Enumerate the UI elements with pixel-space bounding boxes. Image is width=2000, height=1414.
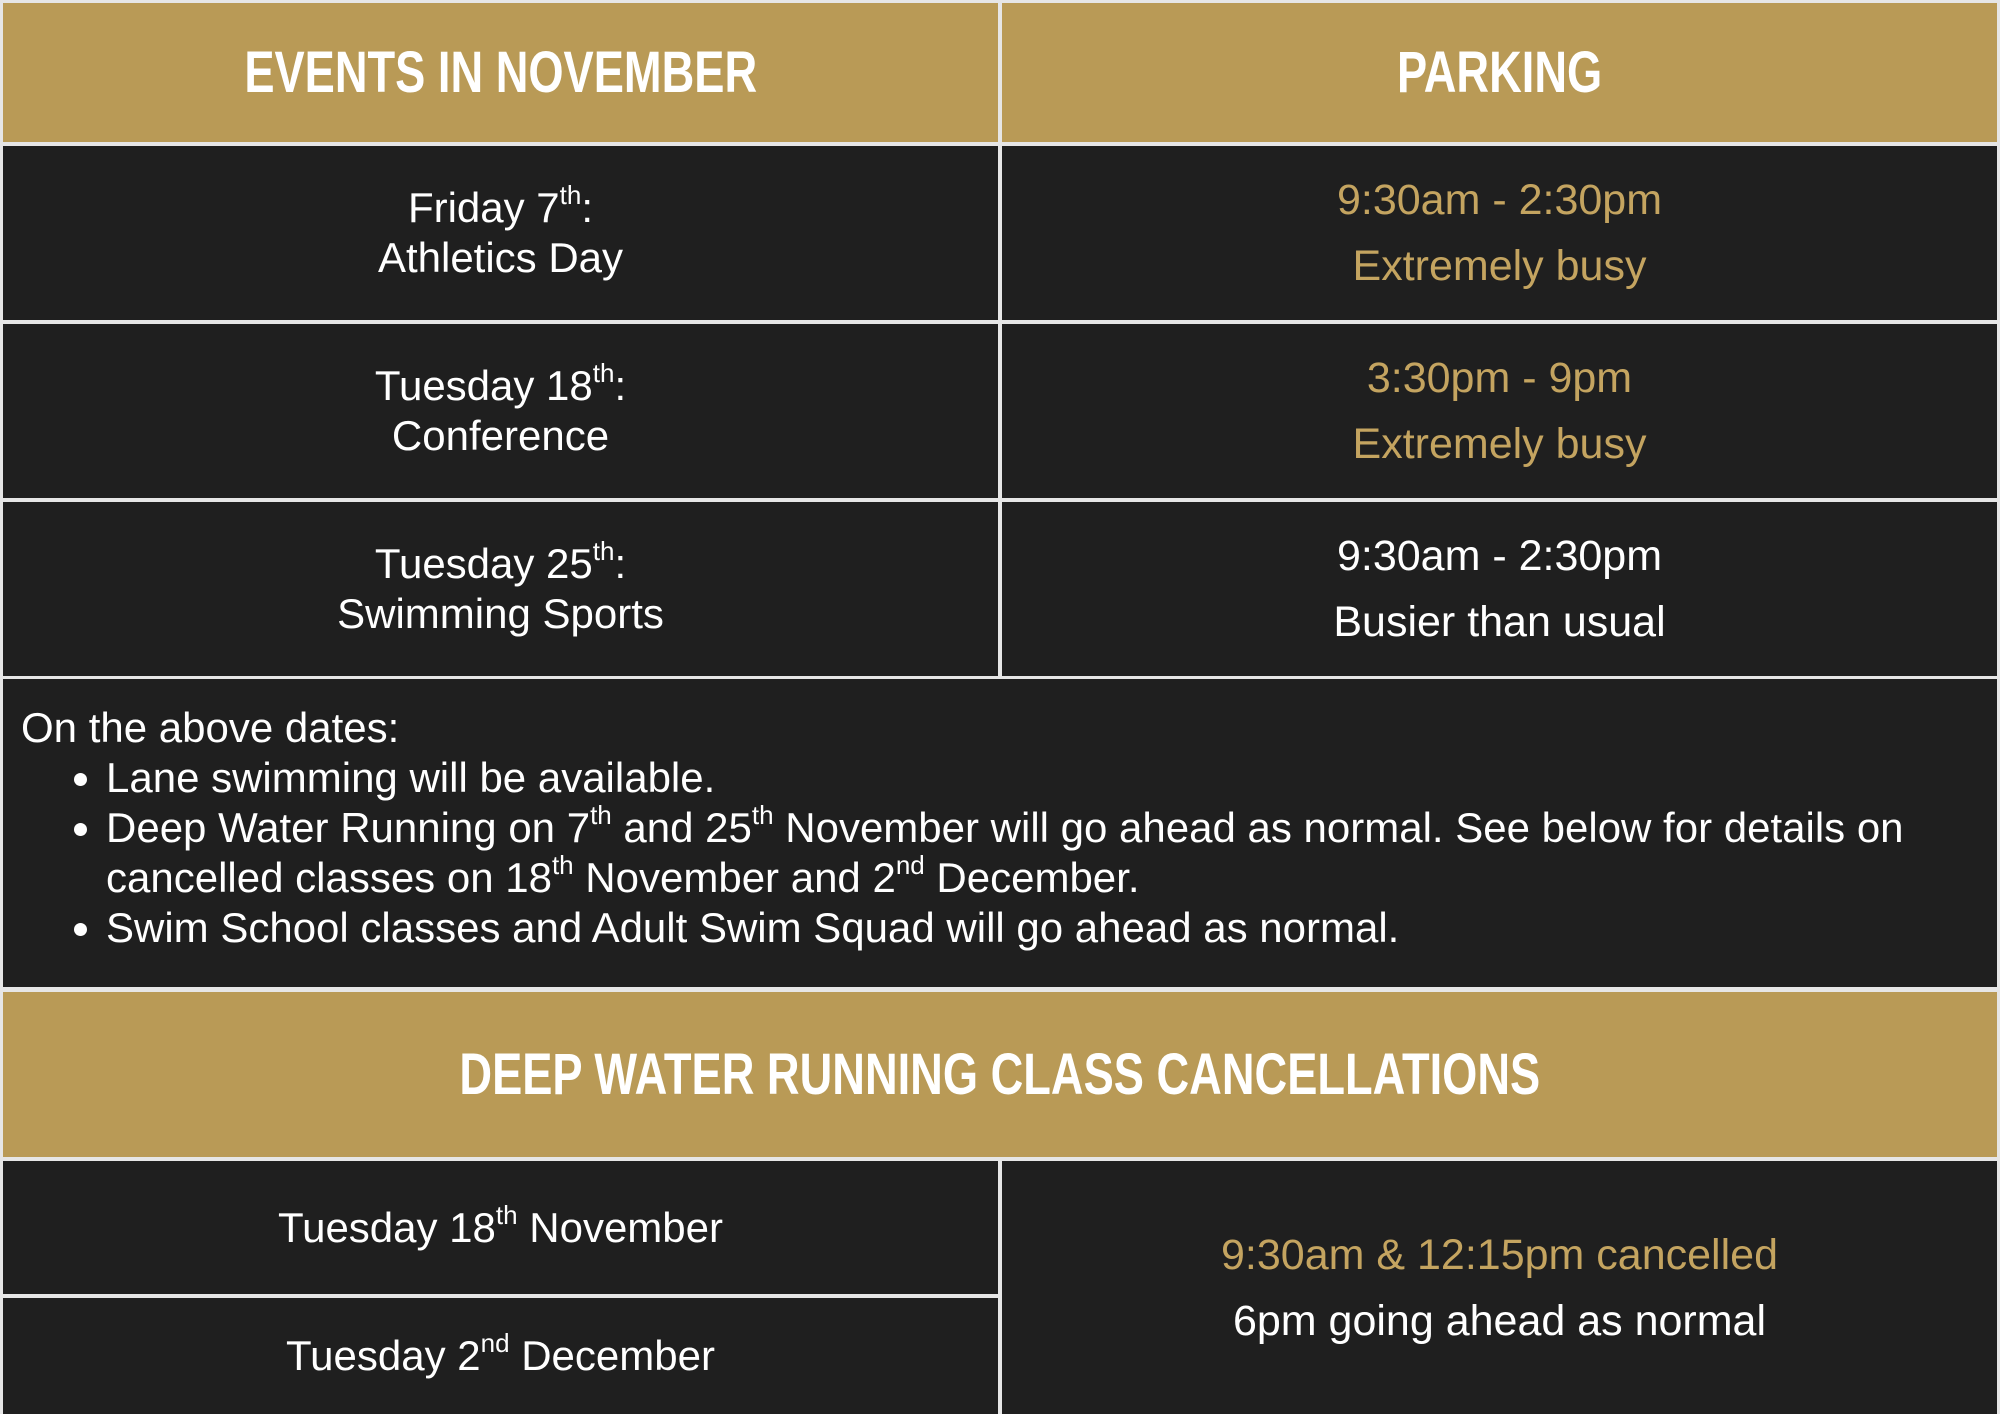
cancellation-date: Tuesday 2nd December [286,1328,715,1379]
cancelled-times: 9:30am & 12:15pm cancelled [1221,1230,1778,1279]
parking-time: 3:30pm - 9pm [1366,354,1633,402]
cancellations-header-title: DEEP WATER RUNNING CLASS CANCELLATIONS [459,1042,1541,1107]
notes-section [3,679,1997,987]
notes-list [21,753,1979,953]
parking-time: 9:30am - 2:30pm [1336,532,1663,580]
events-header-cell [3,3,998,142]
cancellation-date-cell-2 [3,1298,998,1414]
event-cell-1 [3,146,998,320]
events-header-title: EVENTS IN NOVEMBER [244,40,757,105]
parking-cell-2 [1002,324,1997,498]
parking-time: 9:30am - 2:30pm [1336,176,1663,224]
parking-status: Extremely busy [1352,242,1647,290]
parking-status: Extremely busy [1352,420,1647,468]
notes-bullet: • Deep Water Running on 7th and 25th November will go ahead as normal. See below for details on cancelled classes on 18th November and 2nd December. [106,803,1979,903]
cancellation-date-cell-1 [3,1161,998,1294]
parking-header-title: PARKING [1396,40,1603,105]
parking-cell-1 [1002,146,1997,320]
normal-time: 6pm going ahead as normal [1232,1296,1767,1345]
notes-bullet: • Lane swimming will be available. [106,753,1979,803]
event-cell-2 [3,324,998,498]
parking-cell-3 [1002,502,1997,676]
parking-status: Busier than usual [1333,598,1666,646]
event-date: Friday 7th: [407,180,594,231]
event-name: Conference [391,412,610,459]
notes-intro: On the above dates: [21,704,400,751]
event-name: Athletics Day [377,234,624,281]
cancellations-header-cell [3,992,1997,1157]
cancellation-detail-cell [1002,1161,1997,1414]
event-name: Swimming Sports [337,590,664,637]
event-cell-3 [3,502,998,676]
event-date: Tuesday 25th: [374,536,627,587]
event-date: Tuesday 18th: [374,358,627,409]
cancellation-date: Tuesday 18th November [277,1199,723,1251]
parking-header-cell [1002,3,1997,142]
notes-bullet: • Swim School classes and Adult Swim Squad will go ahead as normal. [106,903,1979,953]
